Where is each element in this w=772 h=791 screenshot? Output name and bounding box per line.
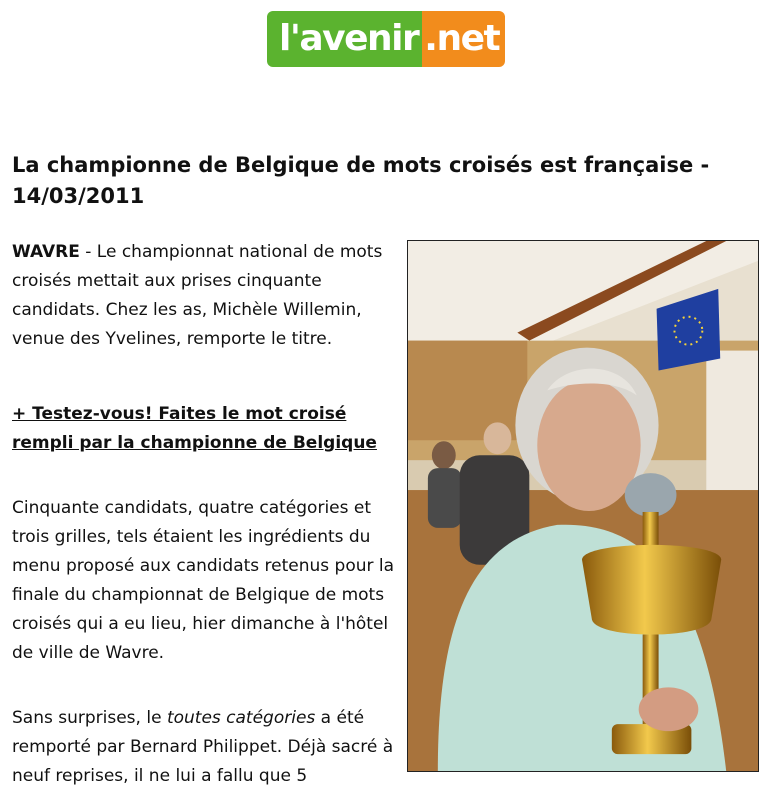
woman-hand-shape: [639, 687, 699, 731]
logo-part-net: .net: [422, 11, 505, 67]
trophy-stem-shape: [643, 512, 659, 550]
trophy-cup-shape: [582, 545, 721, 635]
logo-part-avenir: l'avenir: [267, 11, 422, 67]
lead-text: - Le championnat national de mots croisés mettait aux prises cinquante candidats. Chez les as, Michèle Willemin, venue des Yvelines, remporte le titre.: [12, 242, 383, 349]
paragraph-2-start: Sans surprises, le: [12, 708, 167, 728]
person-bg-body: [428, 468, 462, 528]
article-title: La championne de Belgique de mots croisés est française - 14/03/2011: [12, 153, 710, 208]
site-logo[interactable]: [267, 11, 505, 67]
paragraph-2: [12, 704, 404, 791]
paragraph-1: Cinquante candidats, quatre catégories et trois grilles, tels étaient les ingrédients du menu proposé aux candidats retenus pour la finale du championnat de Belgique de mots croisés qui a eu lieu, hier dimanche à l'hôtel de ville de Wavre.: [12, 498, 395, 663]
article-lead: [12, 238, 404, 354]
article-body: [12, 238, 404, 791]
article-photo: [407, 240, 759, 772]
man-head-shape: [484, 422, 512, 454]
photo-illustration: [408, 241, 758, 771]
crossword-teaser-link[interactable]: + Testez-vous! Faites le mot croisé rempli par la championne de Belgique: [12, 404, 377, 453]
lead-location: WAVRE: [12, 242, 80, 262]
paragraph-2-end: a été remporté par Bernard Philippet. Déjà sacré à neuf reprises, il ne lui a fallu que 5: [12, 708, 394, 786]
person-bg-head: [432, 441, 456, 469]
paragraph-2-emphasis: toutes catégories: [166, 708, 316, 728]
trophy-top-shape: [625, 473, 677, 517]
window-shape: [706, 351, 758, 490]
curtain-shape: [408, 341, 527, 441]
teaser-paragraph: [12, 400, 404, 458]
